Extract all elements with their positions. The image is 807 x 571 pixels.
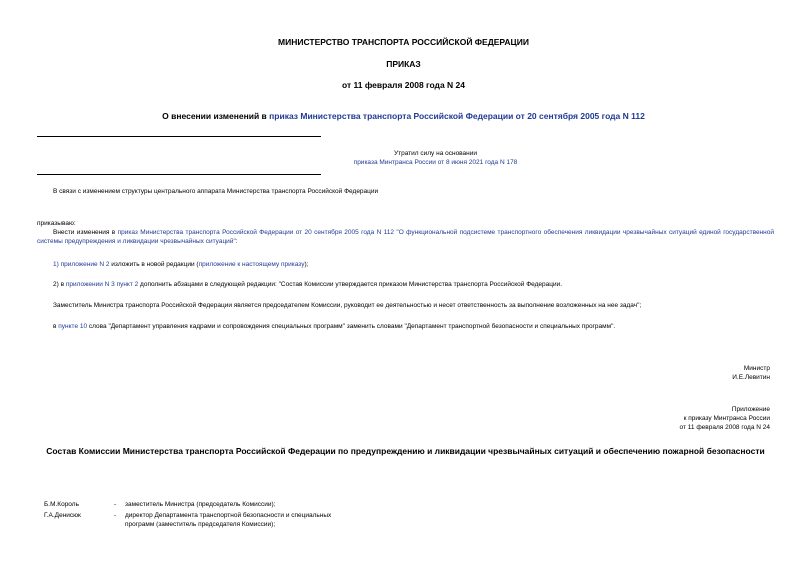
order-112-link[interactable]: приказ Министерства транспорта Российской Федерации от 20 сентября 2005 года N 112 "О функциональной подсистеме транспортного обеспечения ликвидации чрезвычайных ситуаций единой государственной системы предупреждения и ликвидации чрезвычайных ситуаций" <box>37 229 774 246</box>
member-name: Б.М.Король <box>44 501 79 508</box>
signature-position: Министр <box>743 365 770 372</box>
appendix-to-order-link[interactable]: приложение к настоящему приказу <box>198 261 305 268</box>
signature-name: И.Е.Левитин <box>732 374 770 381</box>
title-amended-order-link[interactable]: приказ Министерства транспорта Российской Федерации от 20 сентября 2005 года N 112 <box>269 111 645 121</box>
divider-top <box>37 136 321 137</box>
p2-num: 1) <box>53 261 61 268</box>
paragraph-3: Заместитель Министра транспорта Российской Федерации является председателем Комиссии, руководит ее деятельностью и несет ответственность за выполнение возложенных на нее задач"; <box>53 302 642 309</box>
p1-prefix: Внести изменения в <box>53 229 118 236</box>
paragraph-2 <box>53 280 773 289</box>
p2-end: ); <box>304 261 309 268</box>
ministry-heading: МИНИСТЕРСТВО ТРАНСПОРТА РОССИЙСКОЙ ФЕДЕРАЦИИ <box>278 37 529 47</box>
preamble: В связи с изменением структуры центрального аппарата Министерства транспорта Российской Федерации <box>53 188 379 195</box>
document-title <box>0 111 807 121</box>
doc-type: ПРИКАЗ <box>386 59 421 69</box>
p3-prefix: 2) в <box>53 281 66 288</box>
repeal-order-link[interactable]: приказа Минтранса России от 8 июня 2021 года N 178 <box>353 159 518 166</box>
title-prefix: О внесении изменений в <box>162 111 270 121</box>
point-10-link[interactable]: пункте 10 <box>58 323 88 330</box>
p2-mid: изложить в новой редакции ( <box>109 261 199 268</box>
p5-prefix: в <box>53 323 59 330</box>
member-dash: - <box>114 501 117 508</box>
appendix-title: Состав Комиссии Министерства транспорта Российской Федерации по предупреждению и ликвидации чрезвычайных ситуаций и обеспечению пожарной безопасности <box>46 446 765 456</box>
member-role: директор Департамента транспортной безопасности и специальных программ (заместитель председателя Комиссии); <box>125 512 332 529</box>
appendix-ref-line-2: к приказу Минтранса России <box>683 415 770 422</box>
paragraph-1 <box>53 260 773 269</box>
appendix-ref-line-1: Приложение <box>731 406 770 413</box>
paragraph-main <box>37 228 774 246</box>
doc-date-number: от 11 февраля 2008 года N 24 <box>342 80 465 90</box>
member-name: Г.А.Денисюк <box>44 512 81 519</box>
paragraph-4 <box>53 322 773 331</box>
divider-bottom <box>37 174 321 175</box>
p1-suffix: : <box>235 238 238 246</box>
order-word: приказываю: <box>37 220 76 227</box>
appendix-2-link[interactable]: приложение N 2 <box>60 261 110 268</box>
status-line-1: Утратил силу на основании <box>393 150 478 157</box>
member-role: заместитель Министра (председатель Комиссии); <box>125 501 276 508</box>
appendix-ref-line-3: от 11 февраля 2008 года N 24 <box>679 424 770 431</box>
appendix-3-point-2-link[interactable]: приложении N 3 пункт 2 <box>65 281 139 288</box>
member-dash: - <box>114 512 117 519</box>
p5-suffix: слова "Департамент управления кадрами и сопровождения специальных программ" заменить словами "Департамент транспортной безопасности и специальных программ". <box>87 323 616 330</box>
p3-suffix: дополнить абзацами в следующей редакции: "Состав Комиссии утверждается приказом Министерства транспорта Российской Федерации. <box>138 281 563 288</box>
